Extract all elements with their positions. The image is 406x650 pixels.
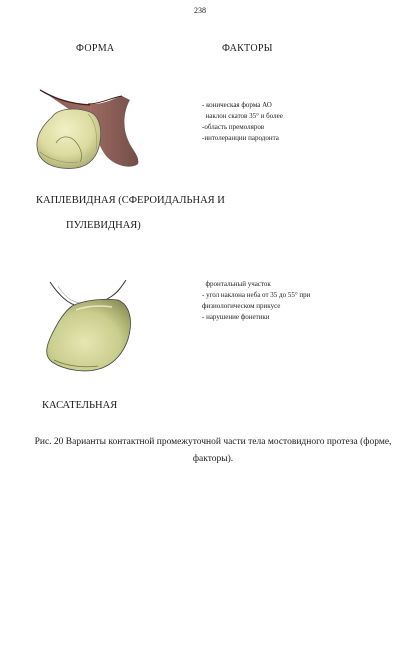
tangential-form-label: КАСАТЕЛЬНАЯ [42, 400, 118, 411]
factor-item: наклон скатов 35° и более [202, 112, 283, 120]
tangential-factors-list [202, 279, 310, 323]
factor-item: - коническая форма АО [202, 101, 272, 109]
drop-shaped-factors-list [202, 100, 283, 144]
drop-shaped-form-label [36, 188, 225, 238]
factors-column-header: ФАКТОРЫ [222, 43, 273, 54]
factor-item: -область премоляров [202, 123, 265, 131]
factor-item: физиологическом прикусе [202, 302, 281, 310]
page-number: 238 [194, 6, 206, 15]
form-label-line: ПУЛЕВИДНАЯ) [66, 220, 141, 231]
factor-item: - нарушение фонетики [202, 313, 270, 321]
form-label-line: КАПЛЕВИДНАЯ (СФЕРОИДАЛЬНАЯ И [36, 195, 225, 206]
factor-item: - угол наклона неба от 35 до 55° при [202, 291, 311, 299]
figure-caption: Рис. 20 Варианты контактной промежуточной части тела мостовидного протеза (форме, факторы). [34, 437, 392, 464]
form-column-header: ФОРМА [76, 43, 115, 54]
factor-item: фронтальный участок [202, 280, 271, 288]
factor-item: -интолеранции пародонта [202, 134, 279, 142]
